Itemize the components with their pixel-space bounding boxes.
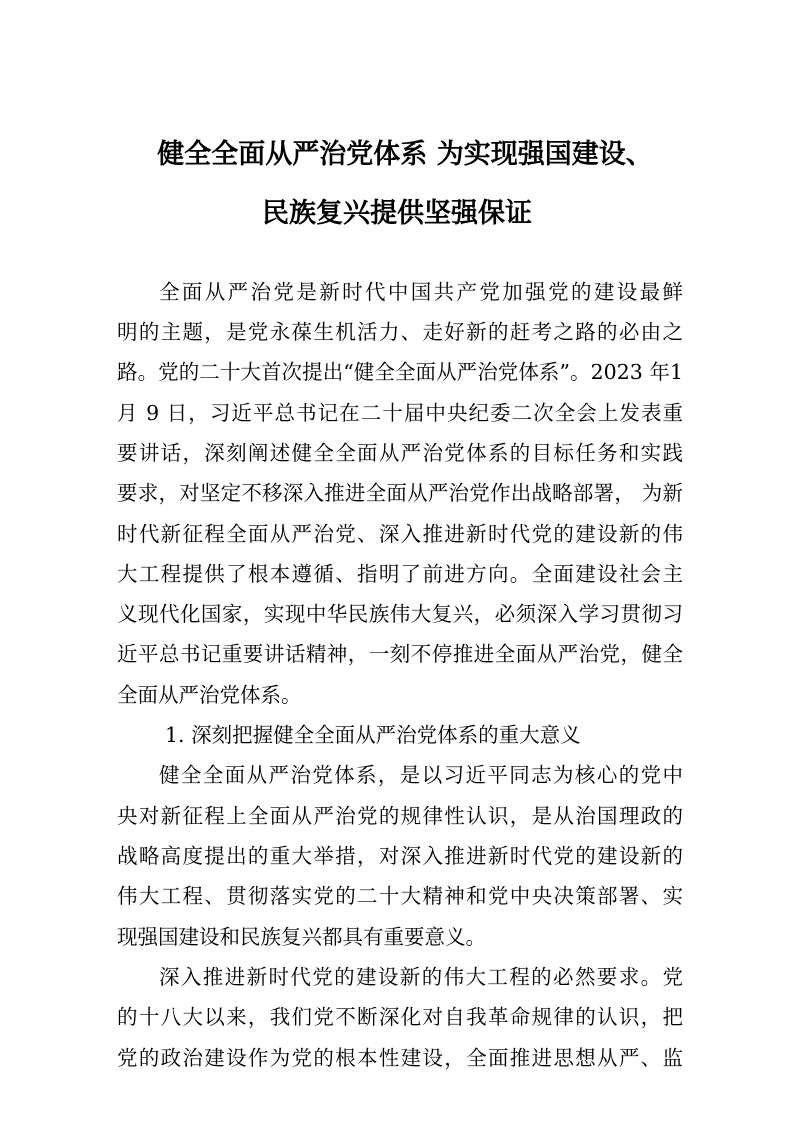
paragraph-3-line-2: 的十八大以来，我们党不断深化对自我革命规律的认识，把 <box>117 1005 683 1029</box>
paragraph-1-line-8: 大工程提供了根本遵循、指明了前进方向。全面建设社会主 <box>117 562 683 586</box>
paragraph-2-line-3: 战略高度提出的重大举措，对深入推进新时代党的建设新的 <box>117 844 683 868</box>
paragraph-1-line-6: 要求，对坚定不移深入推进全面从严治党作出战略部署， 为新 <box>117 481 683 505</box>
paragraph-1-line-3: 路。党的二十大首次提出“健全全面从严治党体系”。2023 年1 <box>117 360 683 384</box>
paragraph-1-line-9: 义现代化国家，实现中华民族伟大复兴，必须深入学习贯彻习 <box>117 602 683 626</box>
document-title-line-1: 健全全面从严治党体系 为实现强国建设、 <box>157 139 653 170</box>
paragraph-1-line-11: 全面从严治党体系。 <box>117 683 302 707</box>
paragraph-1-line-7: 时代新征程全面从严治党、深入推进新时代党的建设新的伟 <box>117 522 683 546</box>
paragraph-2-line-2: 央对新征程上全面从严治党的规律性认识，是从治国理政的 <box>117 804 683 828</box>
paragraph-1-line-4: 月 9 日，习近平总书记在二十届中央纪委二次全会上发表重 <box>117 401 683 425</box>
paragraph-1-line-5: 要讲话，深刻阐述健全全面从严治党体系的目标任务和实践 <box>117 441 683 465</box>
paragraph-3-line-3: 党的政治建设作为党的根本性建设，全面推进思想从严、监 <box>117 1046 683 1070</box>
section-heading-1: 1. 深刻把握健全全面从严治党体系的重大意义 <box>165 723 581 747</box>
paragraph-2-line-1: 健全全面从严治党体系，是以习近平同志为核心的党中 <box>159 763 683 787</box>
paragraph-3-line-1: 深入推进新时代党的建设新的伟大工程的必然要求。党 <box>159 965 683 989</box>
document-title-line-2: 民族复兴提供坚强保证 <box>262 198 532 229</box>
paragraph-1-line-1: 全面从严治党是新时代中国共产党加强党的建设最鲜 <box>159 280 683 304</box>
paragraph-1-line-10: 近平总书记重要讲话精神，一刻不停推进全面从严治党，健全 <box>117 642 683 666</box>
paragraph-1-line-2: 明的主题，是党永葆生机活力、走好新的赶考之路的必由之 <box>117 320 683 344</box>
paragraph-2-line-4: 伟大工程、贯彻落实党的二十大精神和党中央决策部署、实 <box>117 884 683 908</box>
paragraph-2-line-5: 现强国建设和民族复兴都具有重要意义。 <box>117 925 486 949</box>
